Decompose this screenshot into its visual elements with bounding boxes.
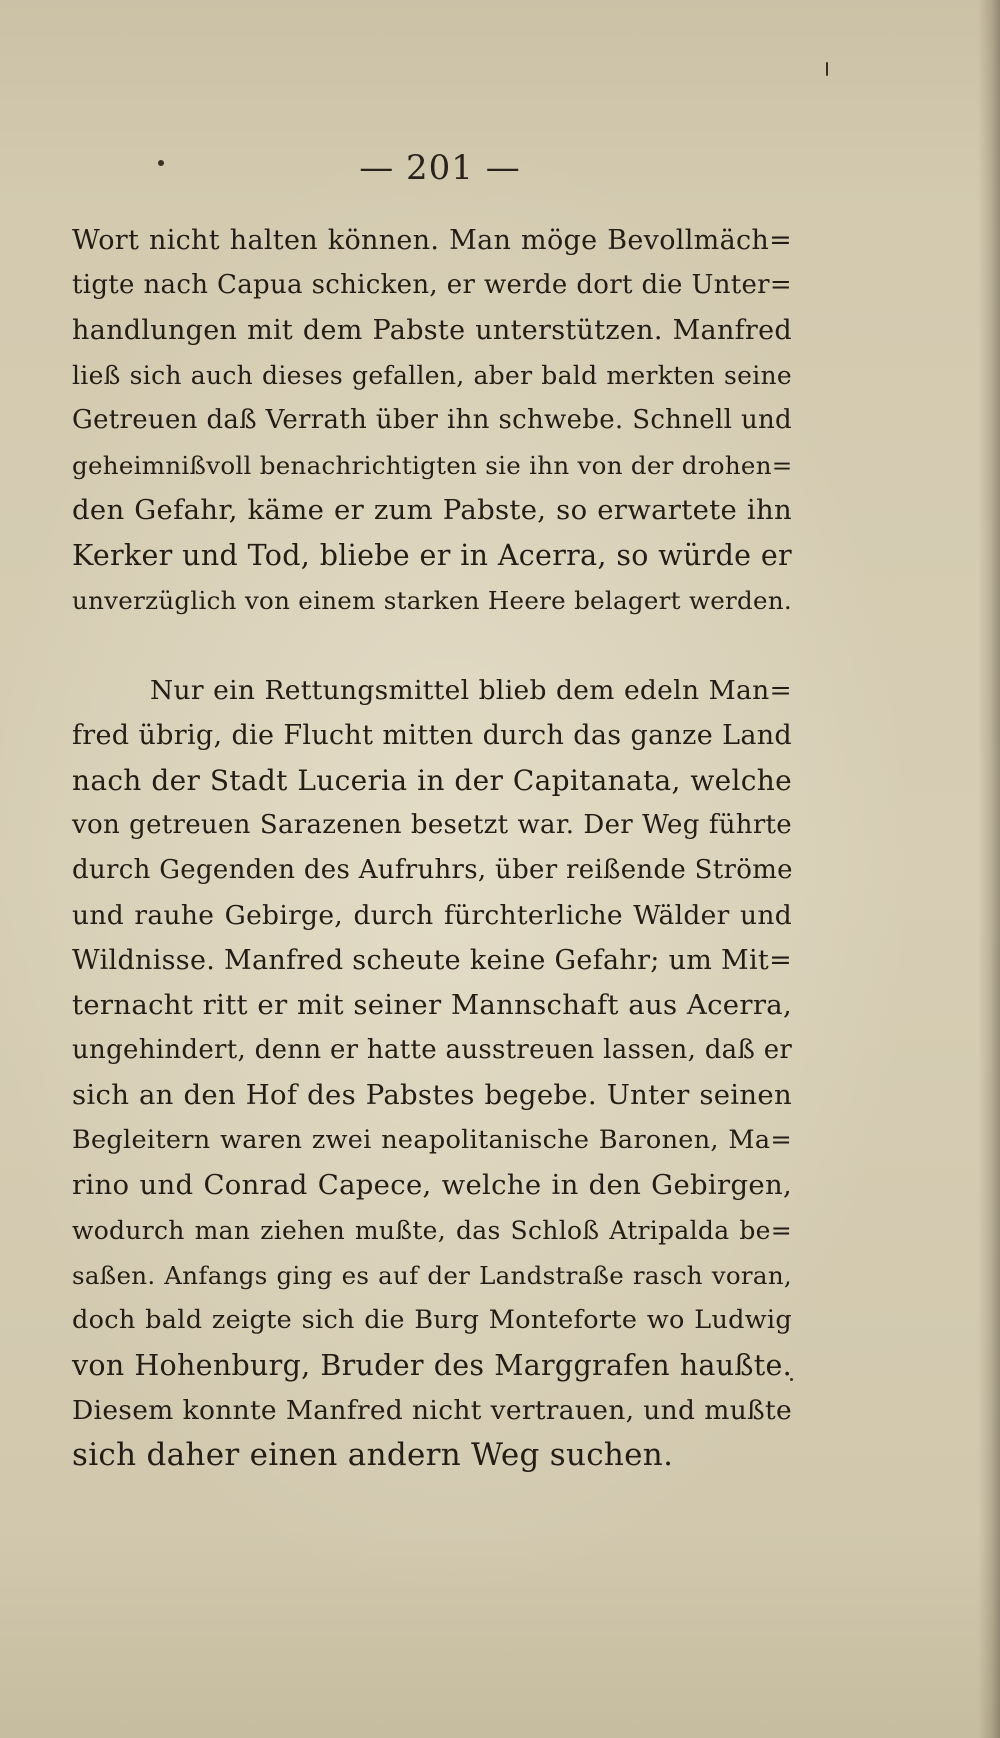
text-line: wodurch man ziehen mußte, das Schloß Atripalda be= bbox=[72, 1216, 792, 1245]
paragraph-1 bbox=[72, 218, 792, 623]
text-line: den Gefahr, käme er zum Pabste, so erwartete ihn bbox=[72, 494, 792, 526]
text-line: sich daher einen andern Weg suchen. bbox=[72, 1437, 674, 1473]
text-line: durch Gegenden des Aufruhrs, über reißende Ströme bbox=[72, 855, 793, 885]
text-line: handlungen mit dem Pabste unterstützen. Manfred bbox=[72, 315, 792, 346]
text-line: Nur ein Rettungsmittel blieb dem edeln Man= bbox=[150, 675, 792, 706]
text-line: nach der Stadt Luceria in der Capitanata, welche bbox=[72, 764, 792, 797]
page-number: — 201 — bbox=[359, 148, 521, 188]
text-line: unverzüglich von einem starken Heere belagert werden. bbox=[72, 586, 792, 615]
text-line: Begleitern waren zwei neapolitanische Baronen, Ma= bbox=[72, 1125, 792, 1155]
text-line: Diesem konnte Manfred nicht vertrauen, und mußte bbox=[72, 1395, 792, 1426]
text-line: ungehindert, denn er hatte ausstreuen lassen, daß er bbox=[72, 1035, 793, 1065]
text-line: Wort nicht halten können. Man möge Bevollmäch= bbox=[72, 225, 792, 256]
ink-speck bbox=[826, 62, 828, 76]
text-line: Getreuen daß Verrath über ihn schwebe. Schnell und bbox=[72, 405, 792, 435]
text-line: fred übrig, die Flucht mitten durch das ganze Land bbox=[72, 720, 792, 751]
text-line: tigte nach Capua schicken, er werde dort die Unter= bbox=[72, 270, 792, 300]
page-edge-shadow bbox=[978, 0, 1000, 1738]
paragraph-2 bbox=[72, 668, 792, 1478]
text-line: ließ sich auch dieses gefallen, aber bald merkten seine bbox=[72, 361, 792, 390]
text-line: doch bald zeigte sich die Burg Monteforte wo Ludwig bbox=[72, 1305, 792, 1335]
text-line: geheimnißvoll benachrichtigten sie ihn von der drohen= bbox=[72, 451, 793, 480]
text-line: Wildnisse. Manfred scheute keine Gefahr; um Mit= bbox=[72, 945, 792, 976]
text-line: saßen. Anfangs ging es auf der Landstraße rasch voran, bbox=[72, 1261, 792, 1290]
text-line: ternacht ritt er mit seiner Mannschaft aus Acerra, bbox=[72, 989, 792, 1021]
text-line: und rauhe Gebirge, durch fürchterliche Wälder und bbox=[72, 900, 792, 931]
text-line: von getreuen Sarazenen besetzt war. Der Weg führte bbox=[72, 810, 792, 840]
text-line: rino und Conrad Capece, welche in den Gebirgen, bbox=[72, 1169, 792, 1201]
text-line: Kerker und Tod, bliebe er in Acerra, so würde er bbox=[72, 539, 792, 572]
text-line: von Hohenburg, Bruder des Marggrafen haußte. bbox=[72, 1349, 792, 1382]
text-line: sich an den Hof des Pabstes begebe. Unter seinen bbox=[72, 1079, 792, 1111]
